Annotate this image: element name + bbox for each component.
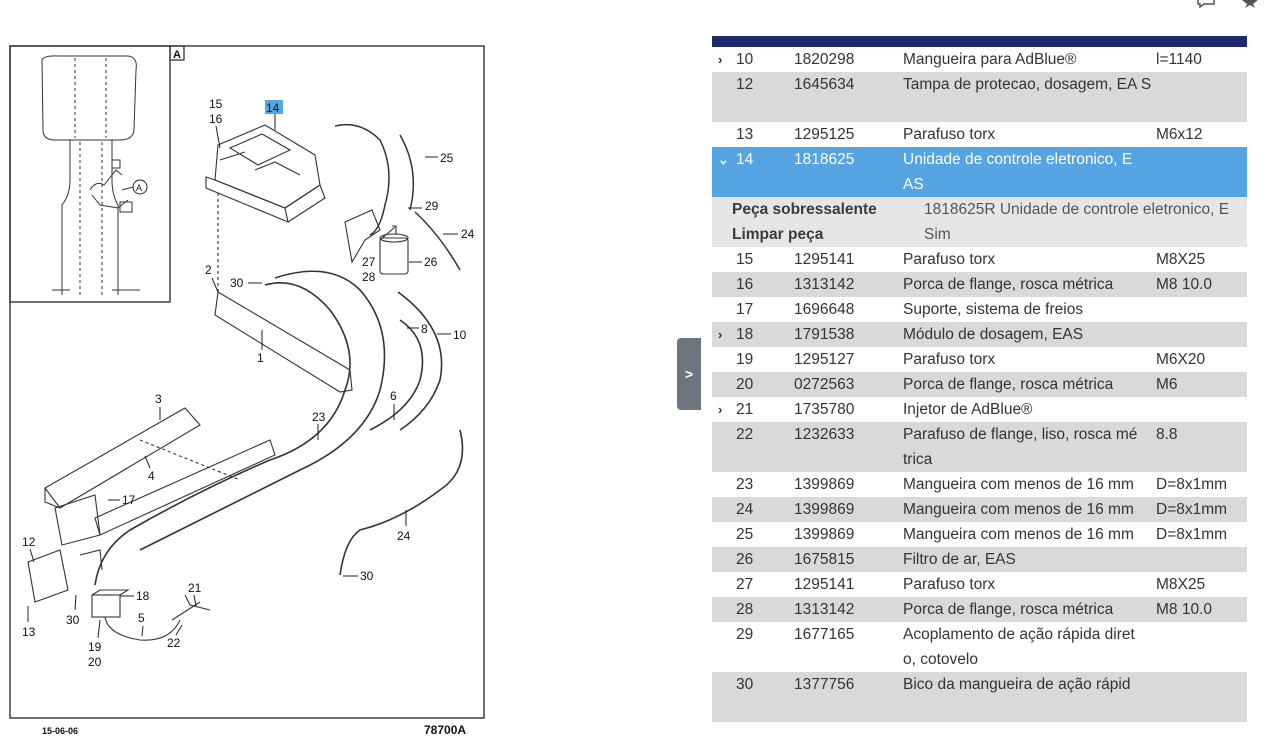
- svg-text:12: 12: [22, 535, 36, 549]
- item-number: 27: [736, 576, 754, 593]
- ecu-unit-drawing: [206, 125, 325, 222]
- svg-text:5: 5: [138, 611, 145, 625]
- diagram-code: 78700A: [424, 723, 467, 737]
- part-spec: M8 10.0: [1156, 276, 1213, 293]
- part-spec: [1156, 547, 1247, 572]
- svg-text:26: 26: [424, 255, 438, 269]
- item-number: 14: [736, 151, 754, 168]
- cover-drawing: [28, 495, 102, 602]
- part-number: 1295141: [794, 251, 855, 268]
- row-number: [712, 522, 794, 547]
- row-spacer: [718, 572, 736, 597]
- chevron-right-icon[interactable]: ›: [718, 52, 723, 67]
- row-spacer: [718, 622, 736, 672]
- part-description: Mangueira com menos de 16 mm: [903, 526, 1134, 543]
- item-number: 21: [736, 401, 754, 418]
- table-row[interactable]: [712, 322, 1247, 347]
- table-row[interactable]: [712, 247, 1247, 272]
- row-spacer: [718, 247, 736, 272]
- row-spacer: [718, 522, 736, 547]
- table-row[interactable]: [712, 347, 1247, 372]
- svg-text:17: 17: [122, 493, 136, 507]
- row-number: [712, 622, 794, 672]
- parts-table-body: [712, 47, 1247, 722]
- table-row[interactable]: [712, 622, 1247, 672]
- item-number: 26: [736, 551, 754, 568]
- part-description: Parafuso torx: [903, 576, 996, 593]
- svg-text:18: 18: [136, 589, 150, 603]
- part-description: Acoplamento de ação rápida diret o, cotovelo: [903, 626, 1135, 668]
- row-number: [712, 572, 794, 597]
- part-number: 1399869: [794, 501, 855, 518]
- item-number: 12: [736, 76, 754, 93]
- part-spec: D=8x1mm: [1156, 476, 1228, 493]
- part-number: 0272563: [794, 376, 855, 393]
- spare-part-value[interactable]: 1818625R Unidade de controle eletronico, E: [924, 201, 1230, 218]
- table-row[interactable]: [712, 597, 1247, 622]
- row-number: [712, 372, 794, 397]
- row-number: [712, 547, 794, 572]
- item-number: 10: [736, 51, 754, 68]
- part-spec: D=8x1mm: [1156, 526, 1228, 543]
- svg-text:15: 15: [209, 97, 223, 111]
- part-spec: D=8x1mm: [1156, 501, 1228, 518]
- part-number: 1313142: [794, 601, 855, 618]
- row-spacer: [718, 422, 736, 472]
- part-description: Porca de flange, rosca métrica: [903, 376, 1114, 393]
- inset-label: A: [173, 49, 181, 61]
- row-spacer: [718, 72, 736, 122]
- part-description: Mangueira para AdBlue®: [903, 51, 1077, 68]
- svg-text:28: 28: [362, 270, 376, 284]
- chevron-right-icon[interactable]: ›: [718, 402, 723, 417]
- part-description: Parafuso torx: [903, 351, 996, 368]
- table-row[interactable]: [712, 297, 1247, 322]
- table-row[interactable]: [712, 47, 1247, 72]
- row-number: [712, 47, 794, 72]
- spare-part-row: [712, 197, 1247, 222]
- svg-text:3: 3: [155, 392, 162, 406]
- part-number: 1313142: [794, 276, 855, 293]
- part-description: Unidade de controle eletronico, E AS: [903, 151, 1133, 193]
- row-number: [712, 422, 794, 472]
- item-number: 22: [736, 426, 754, 443]
- spare-part-label: Peça sobressalente: [732, 201, 877, 218]
- row-number: [712, 297, 794, 322]
- comment-icon[interactable]: [1197, 0, 1215, 8]
- part-description: Módulo de dosagem, EAS: [903, 326, 1084, 343]
- part-number: 1399869: [794, 526, 855, 543]
- part-description: Porca de flange, rosca métrica: [903, 276, 1114, 293]
- part-spec: [1156, 672, 1247, 722]
- part-number: 1377756: [794, 676, 855, 693]
- inset-seat-drawing: [42, 56, 143, 295]
- part-number: 1818625: [794, 151, 855, 168]
- part-spec: [1156, 72, 1247, 122]
- svg-text:24: 24: [397, 529, 411, 543]
- air-filter-drawing: [345, 210, 408, 274]
- diagram-date: 15-06-06: [42, 726, 79, 736]
- part-description: Injetor de AdBlue®: [903, 401, 1033, 418]
- expand-panel-button[interactable]: [677, 338, 701, 410]
- part-description: Parafuso torx: [903, 251, 996, 268]
- rails-drawing: [45, 408, 275, 535]
- svg-text:20: 20: [88, 655, 102, 669]
- svg-text:24: 24: [461, 227, 475, 241]
- diagram-frame: [10, 46, 484, 718]
- item-number: 19: [736, 351, 754, 368]
- part-description: Filtro de ar, EAS: [903, 551, 1016, 568]
- svg-text:21: 21: [188, 581, 202, 595]
- row-number: [712, 272, 794, 297]
- clean-part-row: [712, 222, 1247, 247]
- part-spec: [1156, 397, 1247, 422]
- table-row[interactable]: [712, 272, 1247, 297]
- table-row[interactable]: [712, 397, 1247, 422]
- svg-text:27: 27: [362, 255, 376, 269]
- callout-14: 14: [266, 101, 280, 115]
- row-spacer: [718, 497, 736, 522]
- svg-text:4: 4: [148, 469, 155, 483]
- row-spacer: [718, 472, 736, 497]
- svg-text:30: 30: [230, 276, 244, 290]
- row-number: [712, 122, 794, 147]
- svg-text:19: 19: [88, 640, 102, 654]
- item-number: 24: [736, 501, 754, 518]
- item-number: 20: [736, 376, 754, 393]
- item-number: 30: [736, 676, 754, 693]
- part-description: Mangueira com menos de 16 mm: [903, 476, 1134, 493]
- chevron-down-icon[interactable]: ⌄: [718, 152, 729, 167]
- svg-text:1: 1: [257, 351, 264, 365]
- row-spacer: [718, 372, 736, 397]
- part-number: 1820298: [794, 51, 855, 68]
- part-spec: [1156, 622, 1247, 672]
- dosing-module-drawing: [92, 590, 210, 640]
- part-number: 1295141: [794, 576, 855, 593]
- row-number: [712, 72, 794, 122]
- row-spacer: [718, 297, 736, 322]
- part-number: 1295127: [794, 351, 855, 368]
- svg-text:29: 29: [425, 199, 439, 213]
- top-toolbar: [1197, 0, 1259, 8]
- star-icon[interactable]: [1241, 0, 1259, 8]
- svg-text:23: 23: [312, 410, 326, 424]
- row-spacer: [718, 347, 736, 372]
- svg-text:25: 25: [440, 151, 454, 165]
- part-number: 1696648: [794, 301, 855, 318]
- parts-diagram: [0, 30, 500, 740]
- table-row[interactable]: [712, 422, 1247, 472]
- parts-table: [712, 36, 1247, 740]
- item-number: 23: [736, 476, 754, 493]
- row-number: [712, 497, 794, 522]
- svg-text:13: 13: [22, 625, 36, 639]
- part-spec: M8X25: [1156, 576, 1206, 593]
- row-spacer: [718, 597, 736, 622]
- row-number: [712, 347, 794, 372]
- part-description: Suporte, sistema de freios: [903, 301, 1084, 318]
- table-row[interactable]: [712, 547, 1247, 572]
- part-spec: [1156, 297, 1247, 322]
- part-description: Mangueira com menos de 16 mm: [903, 501, 1134, 518]
- part-spec: M8 10.0: [1156, 601, 1213, 618]
- svg-text:6: 6: [390, 389, 397, 403]
- item-number: 29: [736, 626, 754, 643]
- table-row[interactable]: [712, 147, 1247, 197]
- part-number: 1645634: [794, 76, 855, 93]
- item-number: 28: [736, 601, 754, 618]
- part-spec: M8X25: [1156, 251, 1206, 268]
- table-row[interactable]: [712, 472, 1247, 497]
- row-number: [712, 472, 794, 497]
- part-spec: 8.8: [1156, 426, 1178, 443]
- row-spacer: [718, 547, 736, 572]
- part-number: 1675815: [794, 551, 855, 568]
- row-number: [712, 397, 794, 422]
- item-number: 13: [736, 126, 754, 143]
- part-description: Bico da mangueira de ação rápid: [903, 676, 1131, 693]
- table-row[interactable]: [712, 672, 1247, 722]
- inset-callout-a: A: [136, 183, 143, 193]
- part-number: 1399869: [794, 476, 855, 493]
- part-description: Tampa de protecao, dosagem, EA S: [903, 76, 1152, 93]
- item-number: 17: [736, 301, 754, 318]
- part-number: 1232633: [794, 426, 855, 443]
- svg-text:30: 30: [66, 613, 80, 627]
- chevron-right-icon: >: [684, 366, 694, 382]
- item-number: 18: [736, 326, 754, 343]
- table-row[interactable]: [712, 522, 1247, 547]
- svg-text:2: 2: [205, 263, 212, 277]
- part-spec: M6x12: [1156, 126, 1203, 143]
- inset-box: [10, 46, 170, 302]
- table-row[interactable]: [712, 497, 1247, 522]
- svg-text:16: 16: [209, 112, 223, 126]
- part-description: Parafuso de flange, liso, rosca mé trica: [903, 426, 1138, 468]
- part-number: 1677165: [794, 626, 855, 643]
- item-number: 25: [736, 526, 754, 543]
- row-spacer: [718, 272, 736, 297]
- table-row[interactable]: [712, 122, 1247, 147]
- table-row[interactable]: [712, 372, 1247, 397]
- row-number: [712, 597, 794, 622]
- clean-part-label: Limpar peça: [732, 226, 824, 243]
- chevron-right-icon[interactable]: ›: [718, 327, 723, 342]
- part-spec: M6X20: [1156, 351, 1206, 368]
- part-number: 1735780: [794, 401, 855, 418]
- item-number: 15: [736, 251, 754, 268]
- svg-text:10: 10: [453, 328, 467, 342]
- table-row[interactable]: [712, 572, 1247, 597]
- part-description: Parafuso torx: [903, 126, 996, 143]
- item-number: 16: [736, 276, 754, 293]
- table-row[interactable]: [712, 72, 1247, 122]
- row-spacer: [718, 122, 736, 147]
- row-spacer: [718, 672, 736, 722]
- part-number: 1791538: [794, 326, 855, 343]
- part-description: Porca de flange, rosca métrica: [903, 601, 1114, 618]
- row-number: [712, 147, 794, 197]
- clean-part-value: Sim: [924, 226, 951, 243]
- row-number: [712, 672, 794, 722]
- svg-text:22: 22: [167, 636, 181, 650]
- row-number: [712, 247, 794, 272]
- part-spec: [1156, 322, 1247, 347]
- part-spec: l=1140: [1156, 51, 1202, 68]
- svg-text:30: 30: [360, 569, 374, 583]
- table-header-bar: [712, 36, 1247, 47]
- row-number: [712, 322, 794, 347]
- part-spec: M6: [1156, 376, 1178, 393]
- part-spec: [1156, 147, 1247, 197]
- svg-text:8: 8: [421, 322, 428, 336]
- part-number: 1295125: [794, 126, 855, 143]
